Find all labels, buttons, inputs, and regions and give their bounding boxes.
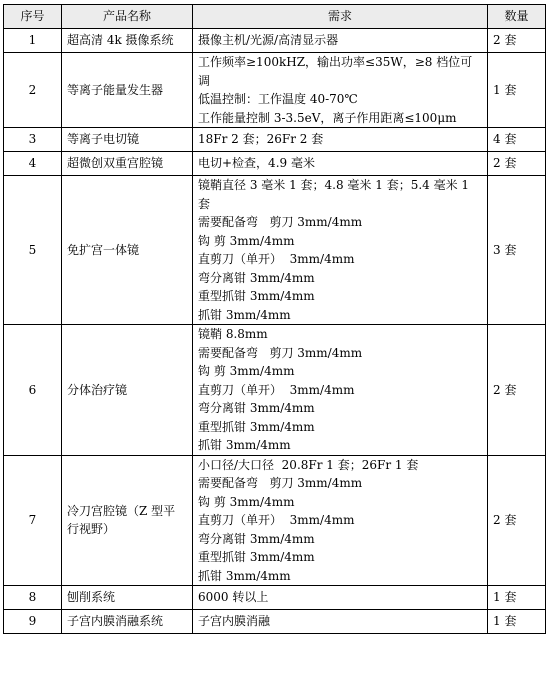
requirement-line: 套 xyxy=(198,196,211,211)
requirement-line: 镜鞘直径 3 毫米 1 套；4.8 毫米 1 套；5.4 毫米 1 xyxy=(198,178,470,192)
requirement-line: 工作能量控制 3-3.5eV，离子作用距离≤100μm xyxy=(198,110,457,125)
requirement-line: 需要配备弯 剪刀 3mm/4mm xyxy=(198,476,363,490)
requirement-line: 重型抓钳 3mm/4mm xyxy=(198,289,315,303)
requirement-line: 钩 剪 3mm/4mm xyxy=(198,233,295,248)
quantity-cell: 1 套 xyxy=(488,586,546,610)
requirement-line: 弯分离钳 3mm/4mm xyxy=(198,401,315,415)
quantity-cell: 2 套 xyxy=(488,455,546,586)
requirement-line: 需要配备弯 剪刀 3mm/4mm xyxy=(198,215,363,229)
row-number: 6 xyxy=(4,325,62,456)
table-row xyxy=(4,128,546,152)
requirement-line: 18Fr 2 套；26Fr 2 套 xyxy=(198,132,324,147)
table-row xyxy=(4,455,546,586)
requirement-line: 摄像主机/光源/高清显示器 xyxy=(198,33,339,48)
requirement-cell xyxy=(193,53,488,128)
product-name-cell: 超高清 4k 摄像系统 xyxy=(62,29,193,53)
row-number: 4 xyxy=(4,152,62,176)
header-row xyxy=(4,5,546,29)
product-name-cell: 超微创双重宫腔镜 xyxy=(62,152,193,176)
product-name-cell: 分体治疗镜 xyxy=(62,325,193,456)
quantity-cell: 1 套 xyxy=(488,53,546,128)
product-name-cell: 免扩宫一体镜 xyxy=(62,176,193,325)
table-body xyxy=(4,29,546,634)
requirement-line: 子宫内膜消融 xyxy=(198,614,271,629)
requirement-line: 镜鞘 8.8mm xyxy=(198,327,268,341)
product-name-cell: 子宫内膜消融系统 xyxy=(62,610,193,634)
requirement-line: 直剪刀（单开） 3mm/4mm xyxy=(198,252,355,266)
requirements-table xyxy=(3,4,546,634)
quantity-cell: 1 套 xyxy=(488,610,546,634)
product-name-cell: 冷刀宫腔镜（Z 型平行视野） xyxy=(62,455,193,586)
row-number: 1 xyxy=(4,29,62,53)
table-row xyxy=(4,53,546,128)
quantity-cell: 2 套 xyxy=(488,29,546,53)
requirement-line: 弯分离钳 3mm/4mm xyxy=(198,531,315,546)
requirement-cell xyxy=(193,176,488,325)
requirement-line: 低温控制：工作温度 40-70℃ xyxy=(198,92,358,106)
table-row xyxy=(4,176,546,325)
requirement-line: 重型抓钳 3mm/4mm xyxy=(198,550,315,564)
product-name-cell: 等离子电切镜 xyxy=(62,128,193,152)
requirement-cell xyxy=(193,455,488,586)
product-name-cell: 刨削系统 xyxy=(62,586,193,610)
requirement-line: 小口径/大口径 20.8Fr 1 套；26Fr 1 套 xyxy=(198,457,419,472)
requirement-line: 钩 剪 3mm/4mm xyxy=(198,364,295,378)
table-row xyxy=(4,325,546,456)
requirement-line: 需要配备弯 剪刀 3mm/4mm xyxy=(198,345,363,360)
requirement-line: 电切+检查，4.9 毫米 xyxy=(198,156,315,171)
requirement-line: 重型抓钳 3mm/4mm xyxy=(198,419,315,434)
requirement-cell xyxy=(193,29,488,53)
row-number: 9 xyxy=(4,610,62,634)
table-row xyxy=(4,610,546,634)
quantity-cell: 2 套 xyxy=(488,152,546,176)
quantity-cell: 4 套 xyxy=(488,128,546,152)
requirement-line: 抓钳 3mm/4mm xyxy=(198,568,291,583)
row-number: 8 xyxy=(4,586,62,610)
quantity-cell: 3 套 xyxy=(488,176,546,325)
requirement-line: 工作频率≥100kHZ，输出功率≤35W，≥8 档位可调 xyxy=(198,55,473,88)
requirement-cell xyxy=(193,610,488,634)
requirement-cell xyxy=(193,325,488,456)
requirement-cell xyxy=(193,152,488,176)
table-row xyxy=(4,586,546,610)
quantity-cell: 2 套 xyxy=(488,325,546,456)
header-product-name: 产品名称 xyxy=(62,5,193,29)
table-row xyxy=(4,29,546,53)
header-quantity: 数量 xyxy=(488,5,546,29)
table-row xyxy=(4,152,546,176)
header-requirement: 需求 xyxy=(193,5,488,29)
requirement-line: 钩 剪 3mm/4mm xyxy=(198,494,295,509)
requirement-line: 直剪刀（单开） 3mm/4mm xyxy=(198,382,355,397)
requirement-line: 直剪刀（单开） 3mm/4mm xyxy=(198,513,355,527)
row-number: 3 xyxy=(4,128,62,152)
requirement-line: 6000 转以上 xyxy=(198,590,269,605)
row-number: 5 xyxy=(4,176,62,325)
requirement-cell xyxy=(193,128,488,152)
requirement-cell xyxy=(193,586,488,610)
header-no: 序号 xyxy=(4,5,62,29)
row-number: 7 xyxy=(4,455,62,586)
requirement-line: 抓钳 3mm/4mm xyxy=(198,438,291,452)
requirement-line: 弯分离钳 3mm/4mm xyxy=(198,270,315,285)
requirement-line: 抓钳 3mm/4mm xyxy=(198,307,291,322)
product-name-cell: 等离子能量发生器 xyxy=(62,53,193,128)
row-number: 2 xyxy=(4,53,62,128)
